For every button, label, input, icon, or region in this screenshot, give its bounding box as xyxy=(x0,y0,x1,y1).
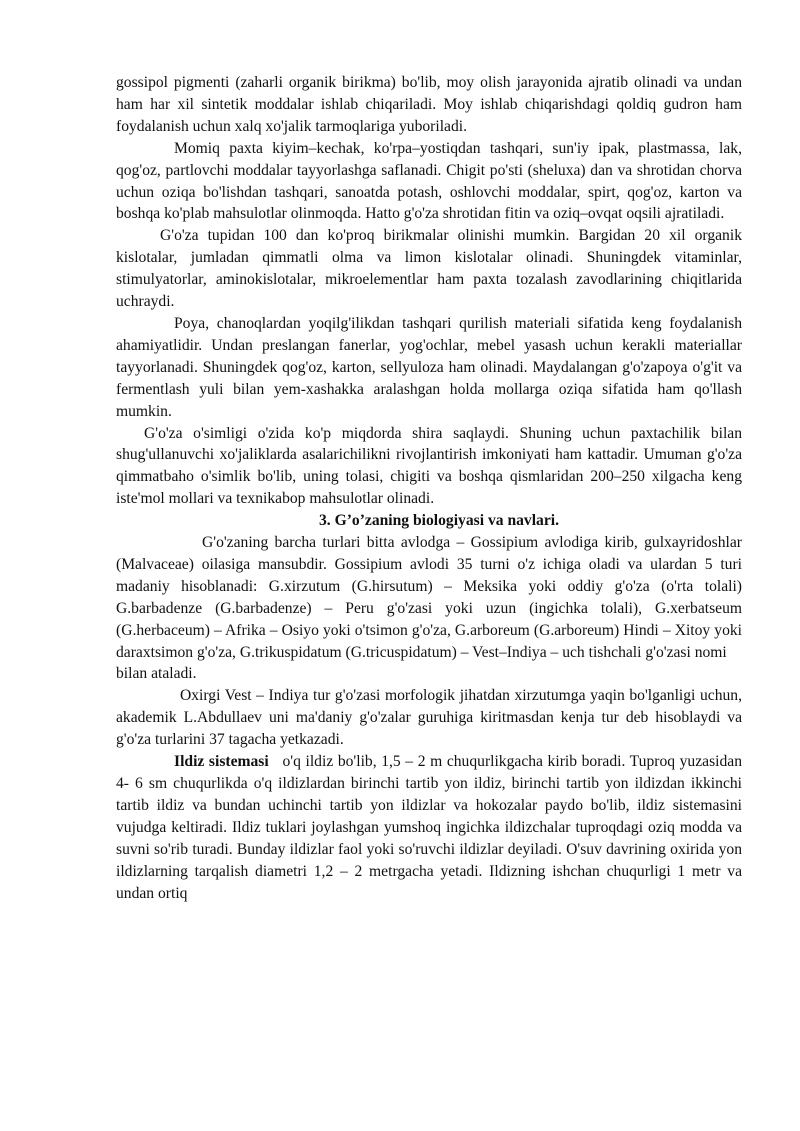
paragraph-vest-indiya: Oxirgi Vest – Indiya tur g'o'zasi morfologik jihatdan xirzutumga yaqin bo'lganligi uchun, akademik L.Abdullaev uni ma'daniy g'o'zalar guruhiga kiritmasdan kenja tur deb hisoblaydi va g'o'za turlarini 37 tagacha yetkazadi. xyxy=(116,687,742,749)
paragraph-gozaning-turlari: G'o'zaning barcha turlari bitta avlodga – Gossipium avlodiga kirib, gulxayridoshlar (Malvaceae) oilasiga mansubdir. Gossipium avlodi 35 turni o'z ichiga oladi va ulardan 5 turi madaniy hisoblanadi: G.xirzutum (G.hirsutum) – Meksika yoki oddiy g'o'za (o'rta tolali) G.barbadenze (G.barbadenze) – Peru g'o'zasi yoki uzun (ingichka tolali), G.xerbatseum (G.herbaceum) – Afrika – Osiyo yoki o'tsimon g'o'za, G.arboreum (G.arboreum) Hindi – Xitoy yoki daraxtsimon g'o'za, G.trikuspidatum (G.tricuspidatum) – Vest–Indiya – uch tishchali g'o'zasi nomi xyxy=(116,534,742,661)
document-page xyxy=(116,72,746,904)
paragraph-ildiz-sistemasi xyxy=(116,751,746,904)
paragraph-goza-tupidan: G'o'za tupidan 100 dan ko'proq birikmalar olinishi mumkin. Bargidan 20 xil organik kislotalar, jumladan qimmatli olma va limon kislotalar olinadi. Shuningdek vitaminlar, stimulyatorlar, aminokislotalar, mikroelementlar ham paxta tozalash zavodlarining chiqitlarida uchraydi. xyxy=(116,227,742,311)
ildiz-sistemasi-text: o'q ildiz bo'lib, 1,5 – 2 m chuqurlikgacha kirib boradi. Tuproq yuzasidan 4- 6 sm chuqurlikda o'q ildizlardan birinchi tartib yon ildiz, birinchi tartib yon ildizdan ikkinchi tartib ildiz va bundan uchinchi tartib yon ildizlar va hokozalar paydo bo'lib, ildiz sistemasini vujudga keltiradi. Ildiz tuklari joylashgan yumshoq ingichka ildizchalar tuproqdagi oziq modda va suvni so'rib turadi. Bunday ildizlar faol yoki so'ruvchi ildizlar deyiladi. O'suv davrining oxirida yon ildizlarning tarqalish diametri 1,2 – 2 metrgacha yetadi. Ildizning ishchan chuqurligi 1 metr va undan ortiq xyxy=(116,753,746,902)
section-heading: 3. G’o’zaning biologiyasi va navlari. xyxy=(319,512,559,530)
paragraph-poya: Poya, chanoqlardan yoqilg'ilikdan tashqari qurilish materiali sifatida keng foydalanish ahamiyatlidir. Undan preslangan fanerlar, yog'ochlar, mebel yasash uchun kerakli materiallar tayyorlanadi. Shuningdek qog'oz, karton, sellyuloza ham olinadi. Maydalangan g'o'zapoya o'g'it va fermentlash yuli bilan yem-xashakka aralashgan holda mollarga oziqa sifatida ham qo'llash mumkin. xyxy=(116,314,742,420)
paragraph-momiq-paxta: Momiq paxta kiyim–kechak, ko'rpa–yostiqdan tashqari, sun'iy ipak, plastmassa, lak, qog'oz, partlovchi moddalar tayyorlashga saflanadi. Chigit po'sti (sheluxa) dan va shrotidan chorva uchun oziqa bo'lishdan tashqari, sanoatda potash, oshlovchi moddalar, spirt, qog'oz, karton va boshqa ko'plab mahsulotlar olinmoqda. Hatto g'o'za shrotidan fitin va oziq–ovqat oqsili ajratiladi. xyxy=(116,139,742,223)
paragraph-gossipol: gossipol pigmenti (zaharli organik birikma) bo'lib, moy olish jarayonida ajratib olinadi va undan ham har xil sintetik moddalar ishlab chiqariladi. Moy ishlab chiqarishdagi qoldiq gudron ham foydalanish uchun xalq xo'jalik tarmoqlariga yuboriladi. xyxy=(116,74,742,135)
paragraph-goza-osimligi: G'o'za o'simligi o'zida ko'p miqdorda shira saqlaydi. Shuning uchun paxtachilik bilan shug'ullanuvchi xo'jaliklarda asalarichilikni rivojlantirish imkoniyati ham kattadir. Umuman g'o'za qimmatbaho o'simlik bo'lib, uning tolasi, chigiti va boshqa qismlaridan 200–250 xilgacha keng iste'mol mollari va texnikabop mahsulotlar olinadi. xyxy=(116,424,742,508)
paragraph-gozaning-turlari-tail: bilan ataladi. xyxy=(116,665,197,683)
ildiz-sistemasi-term: Ildiz sistemasi xyxy=(174,753,269,771)
